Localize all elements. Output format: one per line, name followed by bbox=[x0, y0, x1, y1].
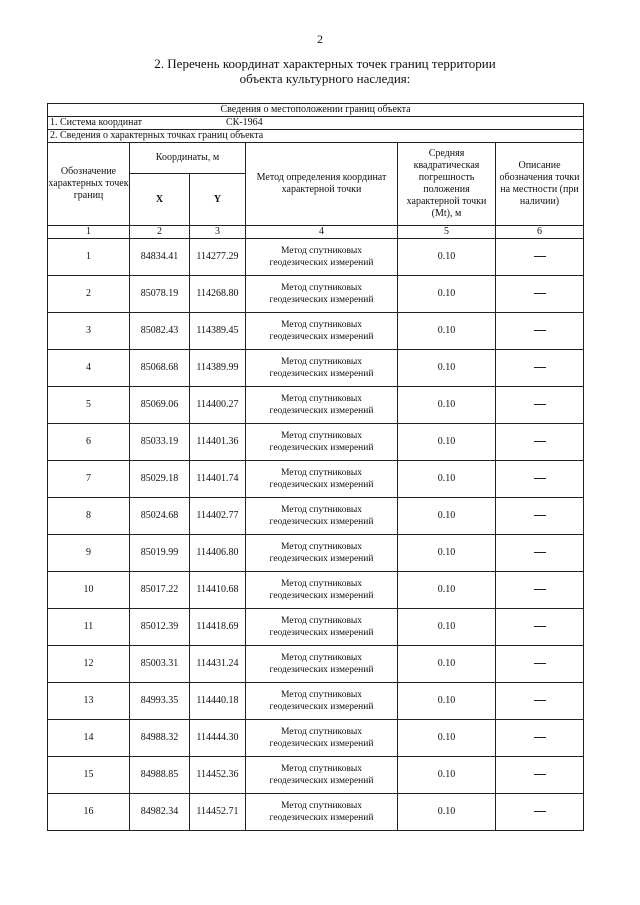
method-cell bbox=[246, 424, 398, 461]
point-id: 16 bbox=[48, 794, 130, 831]
dash-mark bbox=[534, 552, 546, 553]
method-line-2: геодезических измерений bbox=[269, 332, 374, 342]
point-id: 9 bbox=[48, 535, 130, 572]
point-id: 5 bbox=[48, 387, 130, 424]
method-cell bbox=[246, 794, 398, 831]
method-line-1: Метод спутниковых bbox=[280, 283, 363, 293]
method-cell bbox=[246, 572, 398, 609]
method-cell bbox=[246, 276, 398, 313]
coordinate-x: 85069.06 bbox=[130, 387, 190, 424]
coordinate-x: 85012.39 bbox=[130, 609, 190, 646]
error-value: 0.10 bbox=[398, 461, 496, 498]
table-header bbox=[48, 104, 584, 239]
method-cell bbox=[246, 239, 398, 276]
column-numbers-row bbox=[48, 226, 584, 239]
method-line-2: геодезических измерений bbox=[269, 702, 374, 712]
table-row bbox=[48, 387, 584, 424]
points-section-label: 2. Сведения о характерных точках границ объекта bbox=[48, 130, 584, 143]
error-value: 0.10 bbox=[398, 424, 496, 461]
dash-mark bbox=[534, 626, 546, 627]
method-cell bbox=[246, 757, 398, 794]
dash-mark bbox=[534, 700, 546, 701]
method-line-2: геодезических измерений bbox=[269, 443, 374, 453]
method-line-2: геодезических измерений bbox=[269, 554, 374, 564]
error-value: 0.10 bbox=[398, 239, 496, 276]
dash-mark bbox=[534, 515, 546, 516]
column-number: 5 bbox=[398, 226, 496, 239]
method-line-1: Метод спутниковых bbox=[280, 246, 363, 256]
description-cell bbox=[496, 276, 584, 313]
dash-mark bbox=[534, 367, 546, 368]
method-line-1: Метод спутниковых bbox=[280, 616, 363, 626]
method-cell bbox=[246, 720, 398, 757]
coordinate-x: 84993.35 bbox=[130, 683, 190, 720]
method-line-2: геодезических измерений bbox=[269, 517, 374, 527]
column-header-error: Средняя квадратическая погрешность положения характерной точки (Mt), м bbox=[398, 143, 496, 226]
error-value: 0.10 bbox=[398, 646, 496, 683]
error-value: 0.10 bbox=[398, 535, 496, 572]
method-line-2: геодезических измерений bbox=[269, 739, 374, 749]
description-cell bbox=[496, 498, 584, 535]
point-id: 1 bbox=[48, 239, 130, 276]
table-row bbox=[48, 239, 584, 276]
method-line-2: геодезических измерений bbox=[269, 406, 374, 416]
table-body bbox=[48, 239, 584, 831]
dash-mark bbox=[534, 737, 546, 738]
method-cell bbox=[246, 313, 398, 350]
column-number: 3 bbox=[190, 226, 246, 239]
document-title bbox=[60, 56, 590, 86]
method-line-1: Метод спутниковых bbox=[280, 690, 363, 700]
coordinate-system-label: 1. Система координат bbox=[50, 117, 143, 128]
point-id: 7 bbox=[48, 461, 130, 498]
description-cell bbox=[496, 461, 584, 498]
coordinate-y: 114402.77 bbox=[190, 498, 246, 535]
method-line-2: геодезических измерений bbox=[269, 258, 374, 268]
table-row bbox=[48, 646, 584, 683]
table-row bbox=[48, 794, 584, 831]
method-line-1: Метод спутниковых bbox=[280, 394, 363, 404]
error-value: 0.10 bbox=[398, 313, 496, 350]
coordinate-y: 114389.45 bbox=[190, 313, 246, 350]
coordinate-x: 85003.31 bbox=[130, 646, 190, 683]
point-id: 6 bbox=[48, 424, 130, 461]
coordinate-y: 114401.74 bbox=[190, 461, 246, 498]
method-cell bbox=[246, 350, 398, 387]
dash-mark bbox=[534, 293, 546, 294]
coordinate-y: 114444.30 bbox=[190, 720, 246, 757]
table-row bbox=[48, 609, 584, 646]
coordinate-system-value: СК-1964 bbox=[226, 117, 263, 128]
dash-mark bbox=[534, 404, 546, 405]
description-cell bbox=[496, 350, 584, 387]
method-line-2: геодезических измерений bbox=[269, 813, 374, 823]
method-line-1: Метод спутниковых bbox=[280, 727, 363, 737]
error-value: 0.10 bbox=[398, 683, 496, 720]
table-row bbox=[48, 461, 584, 498]
method-line-2: геодезических измерений bbox=[269, 295, 374, 305]
coordinate-y: 114418.69 bbox=[190, 609, 246, 646]
column-header-method: Метод определения координат характерной точки bbox=[246, 143, 398, 226]
error-value: 0.10 bbox=[398, 498, 496, 535]
error-value: 0.10 bbox=[398, 609, 496, 646]
coordinate-x: 84982.34 bbox=[130, 794, 190, 831]
title-line-1: 2. Перечень координат характерных точек границ территории bbox=[154, 56, 496, 71]
method-line-1: Метод спутниковых bbox=[280, 653, 363, 663]
description-cell bbox=[496, 757, 584, 794]
table-row bbox=[48, 350, 584, 387]
coordinate-x: 84988.85 bbox=[130, 757, 190, 794]
dash-mark bbox=[534, 330, 546, 331]
coordinate-x: 85024.68 bbox=[130, 498, 190, 535]
description-cell bbox=[496, 794, 584, 831]
method-cell bbox=[246, 387, 398, 424]
method-line-1: Метод спутниковых bbox=[280, 579, 363, 589]
dash-mark bbox=[534, 256, 546, 257]
method-line-1: Метод спутниковых bbox=[280, 431, 363, 441]
point-id: 8 bbox=[48, 498, 130, 535]
method-line-2: геодезических измерений bbox=[269, 480, 374, 490]
table-row bbox=[48, 276, 584, 313]
method-line-1: Метод спутниковых bbox=[280, 320, 363, 330]
coordinate-y: 114277.29 bbox=[190, 239, 246, 276]
table-row bbox=[48, 683, 584, 720]
page-number: 2 bbox=[317, 32, 323, 46]
coordinate-x: 85078.19 bbox=[130, 276, 190, 313]
method-line-2: геодезических измерений bbox=[269, 369, 374, 379]
method-line-2: геодезических измерений bbox=[269, 665, 374, 675]
description-cell bbox=[496, 424, 584, 461]
method-line-1: Метод спутниковых bbox=[280, 505, 363, 515]
method-line-1: Метод спутниковых bbox=[280, 468, 363, 478]
dash-mark bbox=[534, 663, 546, 664]
dash-mark bbox=[534, 774, 546, 775]
title-line-2: объекта культурного наследия: bbox=[239, 71, 411, 86]
coordinate-y: 114431.24 bbox=[190, 646, 246, 683]
method-cell bbox=[246, 646, 398, 683]
method-cell bbox=[246, 535, 398, 572]
description-cell bbox=[496, 720, 584, 757]
column-header-x: X bbox=[130, 174, 190, 226]
point-id: 11 bbox=[48, 609, 130, 646]
dash-mark bbox=[534, 441, 546, 442]
method-cell bbox=[246, 609, 398, 646]
coordinate-y: 114452.71 bbox=[190, 794, 246, 831]
dash-mark bbox=[534, 811, 546, 812]
method-cell bbox=[246, 498, 398, 535]
table-row bbox=[48, 572, 584, 609]
table-row bbox=[48, 757, 584, 794]
error-value: 0.10 bbox=[398, 572, 496, 609]
point-id: 15 bbox=[48, 757, 130, 794]
dash-mark bbox=[534, 589, 546, 590]
method-line-1: Метод спутниковых bbox=[280, 357, 363, 367]
table-row bbox=[48, 313, 584, 350]
coordinate-y: 114400.27 bbox=[190, 387, 246, 424]
error-value: 0.10 bbox=[398, 757, 496, 794]
coordinate-x: 85019.99 bbox=[130, 535, 190, 572]
description-cell bbox=[496, 387, 584, 424]
dash-mark bbox=[534, 478, 546, 479]
coordinate-x: 85017.22 bbox=[130, 572, 190, 609]
column-header-description: Описание обозначения точки на местности (при наличии) bbox=[496, 143, 584, 226]
column-number: 4 bbox=[246, 226, 398, 239]
method-line-2: геодезических измерений bbox=[269, 591, 374, 601]
coordinate-y: 114406.80 bbox=[190, 535, 246, 572]
coordinate-y: 114401.36 bbox=[190, 424, 246, 461]
method-line-1: Метод спутниковых bbox=[280, 764, 363, 774]
coordinate-x: 84834.41 bbox=[130, 239, 190, 276]
description-cell bbox=[496, 683, 584, 720]
coordinate-y: 114440.18 bbox=[190, 683, 246, 720]
column-header-designation: Обозначение характерных точек границ bbox=[48, 143, 130, 226]
table-header-title: Сведения о местоположении границ объекта bbox=[48, 104, 584, 117]
column-header-coordinates: Координаты, м bbox=[130, 143, 246, 174]
description-cell bbox=[496, 313, 584, 350]
method-cell bbox=[246, 683, 398, 720]
coordinates-table bbox=[47, 103, 584, 831]
coordinate-y: 114452.36 bbox=[190, 757, 246, 794]
error-value: 0.10 bbox=[398, 350, 496, 387]
table-row bbox=[48, 424, 584, 461]
point-id: 10 bbox=[48, 572, 130, 609]
coordinate-y: 114268.80 bbox=[190, 276, 246, 313]
point-id: 2 bbox=[48, 276, 130, 313]
method-line-1: Метод спутниковых bbox=[280, 801, 363, 811]
method-line-2: геодезических измерений bbox=[269, 776, 374, 786]
coordinate-y: 114389.99 bbox=[190, 350, 246, 387]
error-value: 0.10 bbox=[398, 794, 496, 831]
coordinate-x: 85029.18 bbox=[130, 461, 190, 498]
table-row bbox=[48, 720, 584, 757]
coordinate-system-row bbox=[48, 117, 584, 130]
point-id: 4 bbox=[48, 350, 130, 387]
error-value: 0.10 bbox=[398, 276, 496, 313]
coordinate-x: 85033.19 bbox=[130, 424, 190, 461]
column-header-y: Y bbox=[190, 174, 246, 226]
column-number: 6 bbox=[496, 226, 584, 239]
method-line-1: Метод спутниковых bbox=[280, 542, 363, 552]
point-id: 12 bbox=[48, 646, 130, 683]
column-number: 1 bbox=[48, 226, 130, 239]
error-value: 0.10 bbox=[398, 387, 496, 424]
description-cell bbox=[496, 572, 584, 609]
error-value: 0.10 bbox=[398, 720, 496, 757]
coordinate-y: 114410.68 bbox=[190, 572, 246, 609]
coordinate-x: 84988.32 bbox=[130, 720, 190, 757]
method-line-2: геодезических измерений bbox=[269, 628, 374, 638]
description-cell bbox=[496, 609, 584, 646]
description-cell bbox=[496, 646, 584, 683]
description-cell bbox=[496, 239, 584, 276]
point-id: 14 bbox=[48, 720, 130, 757]
table-row bbox=[48, 535, 584, 572]
method-cell bbox=[246, 461, 398, 498]
coordinate-x: 85082.43 bbox=[130, 313, 190, 350]
table-row bbox=[48, 498, 584, 535]
column-number: 2 bbox=[130, 226, 190, 239]
point-id: 13 bbox=[48, 683, 130, 720]
coordinate-x: 85068.68 bbox=[130, 350, 190, 387]
description-cell bbox=[496, 535, 584, 572]
point-id: 3 bbox=[48, 313, 130, 350]
